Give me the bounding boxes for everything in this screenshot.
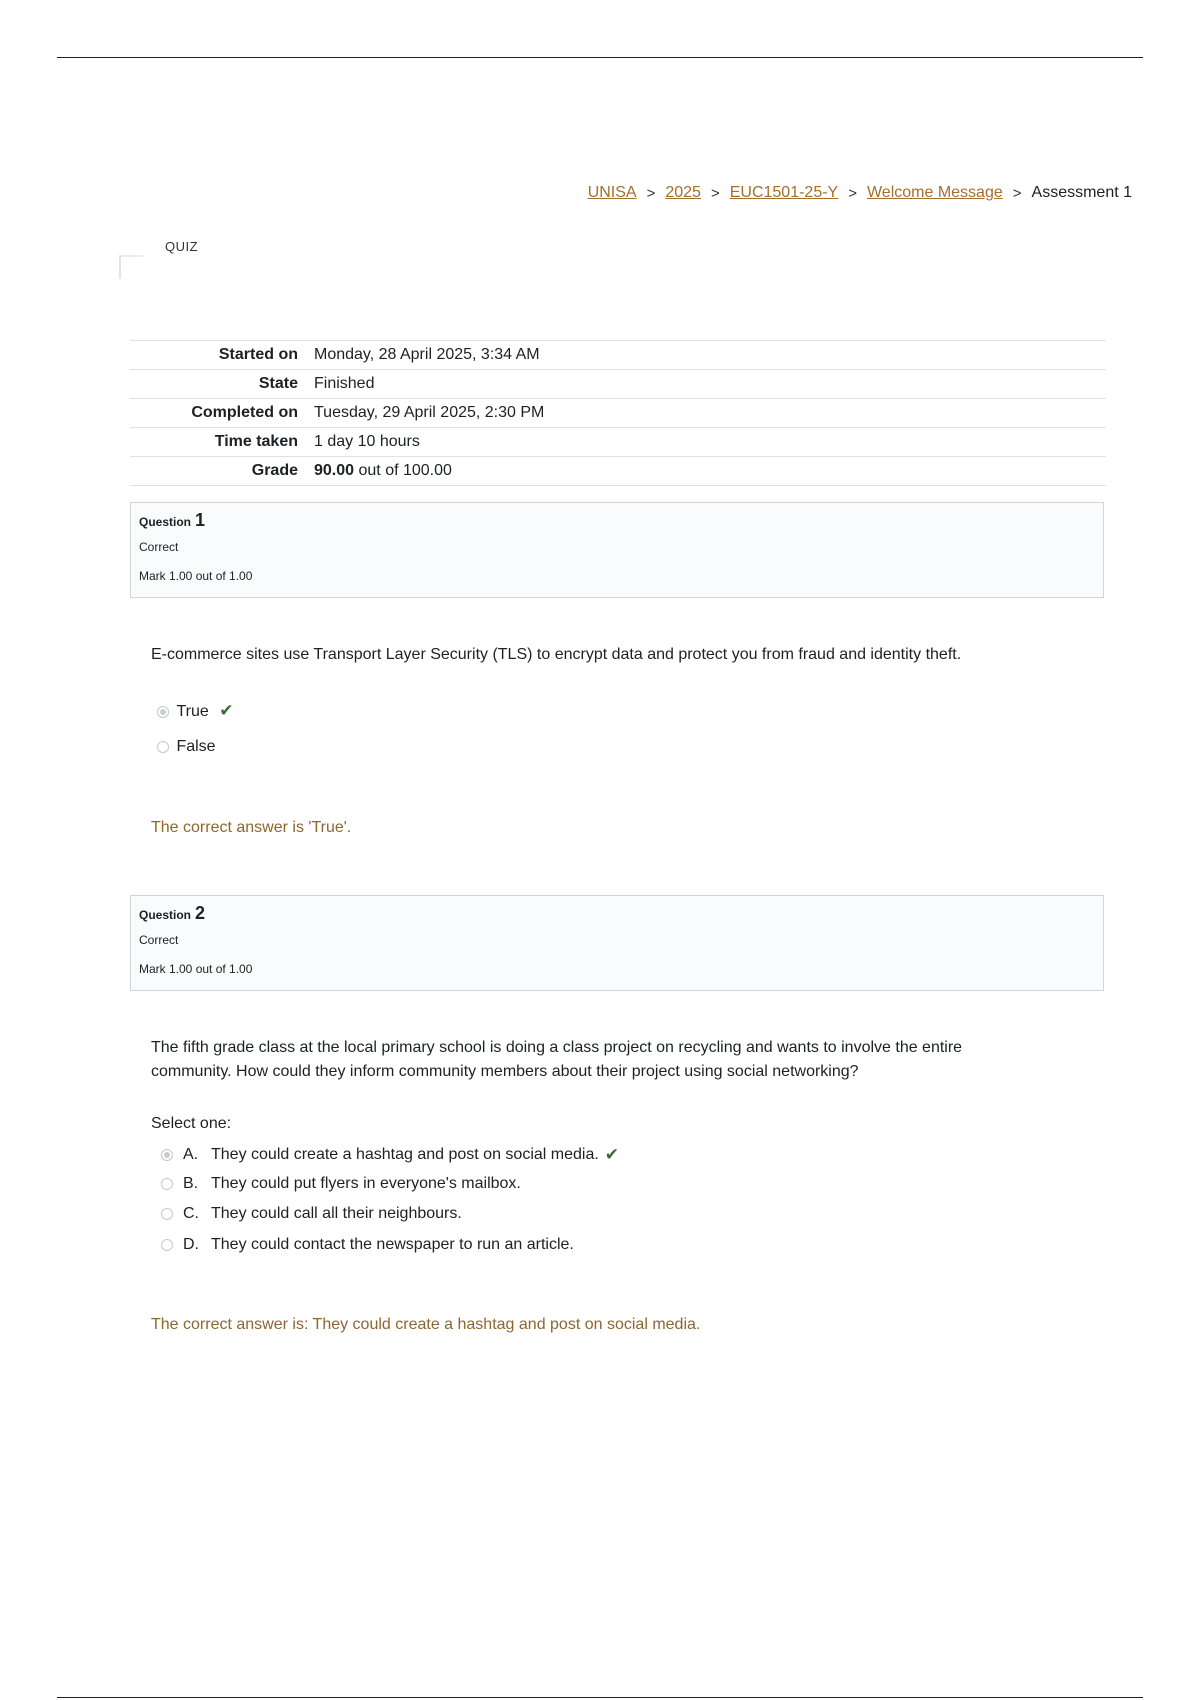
breadcrumb-link-section[interactable]: Welcome Message xyxy=(866,184,1003,201)
summary-value: Finished xyxy=(314,375,375,392)
summary-row-completed xyxy=(130,399,1106,428)
option-letter: B. xyxy=(183,1175,199,1192)
summary-value: Tuesday, 29 April 2025, 2:30 PM xyxy=(314,404,545,421)
answer-option-a[interactable] xyxy=(161,1145,619,1165)
option-letter: A. xyxy=(183,1146,199,1163)
breadcrumb xyxy=(588,184,1132,202)
summary-value: 1 day 10 hours xyxy=(314,433,420,450)
radio-unselected[interactable] xyxy=(161,1239,173,1251)
summary-value xyxy=(306,457,1106,486)
top-rule xyxy=(57,57,1143,58)
summary-row-time-taken xyxy=(130,428,1106,457)
grade-score: 90.00 xyxy=(314,462,355,479)
answer-option-d[interactable] xyxy=(161,1236,574,1254)
question-word: Question xyxy=(139,515,192,529)
radio-unselected[interactable] xyxy=(161,1178,173,1190)
question-number: 1 xyxy=(195,510,206,530)
option-letter: D. xyxy=(183,1236,199,1253)
breadcrumb-link-year[interactable]: 2025 xyxy=(665,184,701,201)
question-word: Question xyxy=(139,908,192,922)
radio-selected[interactable] xyxy=(157,706,169,718)
summary-value: Monday, 28 April 2025, 3:34 AM xyxy=(314,346,540,363)
breadcrumb-current: Assessment 1 xyxy=(1031,184,1132,201)
radio-unselected[interactable] xyxy=(157,741,169,753)
answer-option-c[interactable] xyxy=(161,1205,462,1223)
breadcrumb-link-unisa[interactable]: UNISA xyxy=(587,184,637,201)
answer-option-false[interactable] xyxy=(157,738,216,756)
chevron-right-icon: > xyxy=(646,184,656,202)
summary-label: Grade xyxy=(251,462,298,479)
option-label: They could call all their neighbours. xyxy=(211,1205,462,1222)
chevron-right-icon: > xyxy=(1012,184,1022,202)
question-state: Correct xyxy=(139,540,179,554)
summary-row-started xyxy=(130,341,1106,370)
question-info-2 xyxy=(130,895,1104,991)
option-label: False xyxy=(176,738,216,755)
breadcrumb-link-course[interactable]: EUC1501-25-Y xyxy=(729,184,839,201)
summary-label: Completed on xyxy=(191,404,298,421)
answer-option-true[interactable] xyxy=(157,701,233,721)
bottom-rule xyxy=(57,1697,1143,1698)
option-label: True xyxy=(176,703,209,720)
option-label: They could put flyers in everyone's mailbox. xyxy=(211,1175,521,1192)
summary-label: Started on xyxy=(218,346,298,363)
summary-row-grade xyxy=(130,457,1106,486)
correct-answer-feedback-2: The correct answer is: They could create a hashtag and post on social media. xyxy=(151,1316,701,1333)
question-mark: Mark 1.00 out of 1.00 xyxy=(139,962,253,976)
question-state: Correct xyxy=(139,933,179,947)
question-info-1 xyxy=(130,502,1104,598)
option-label: They could contact the newspaper to run an article. xyxy=(211,1236,574,1253)
radio-unselected[interactable] xyxy=(161,1208,173,1220)
question-mark: Mark 1.00 out of 1.00 xyxy=(139,569,253,583)
select-one-prompt: Select one: xyxy=(151,1115,232,1132)
question-text-2: The fifth grade class at the local primary school is doing a class project on recycling and wants to involve the entire community. How could they inform community members about their project using social networking? xyxy=(151,1039,963,1080)
grade-suffix: out of 100.00 xyxy=(358,462,452,479)
option-letter: C. xyxy=(183,1205,199,1222)
attempt-summary-table xyxy=(130,340,1106,486)
radio-selected[interactable] xyxy=(161,1149,173,1161)
chevron-right-icon: > xyxy=(710,184,720,202)
option-label: They could create a hashtag and post on social media. xyxy=(211,1146,599,1163)
summary-label: State xyxy=(258,375,298,392)
question-number: 2 xyxy=(195,903,206,923)
answer-option-b[interactable] xyxy=(161,1175,521,1193)
correct-answer-feedback-1: The correct answer is 'True'. xyxy=(151,819,352,836)
activity-type-label: QUIZ xyxy=(165,239,199,254)
quiz-icon xyxy=(119,255,143,279)
summary-label: Time taken xyxy=(214,433,298,450)
checkmark-icon: ✔ xyxy=(604,1145,620,1164)
question-text-1: E-commerce sites use Transport Layer Security (TLS) to encrypt data and protect you from fraud and identity theft. xyxy=(151,646,962,663)
chevron-right-icon: > xyxy=(848,184,857,202)
summary-row-state xyxy=(130,370,1106,399)
checkmark-icon: ✔ xyxy=(219,701,234,720)
